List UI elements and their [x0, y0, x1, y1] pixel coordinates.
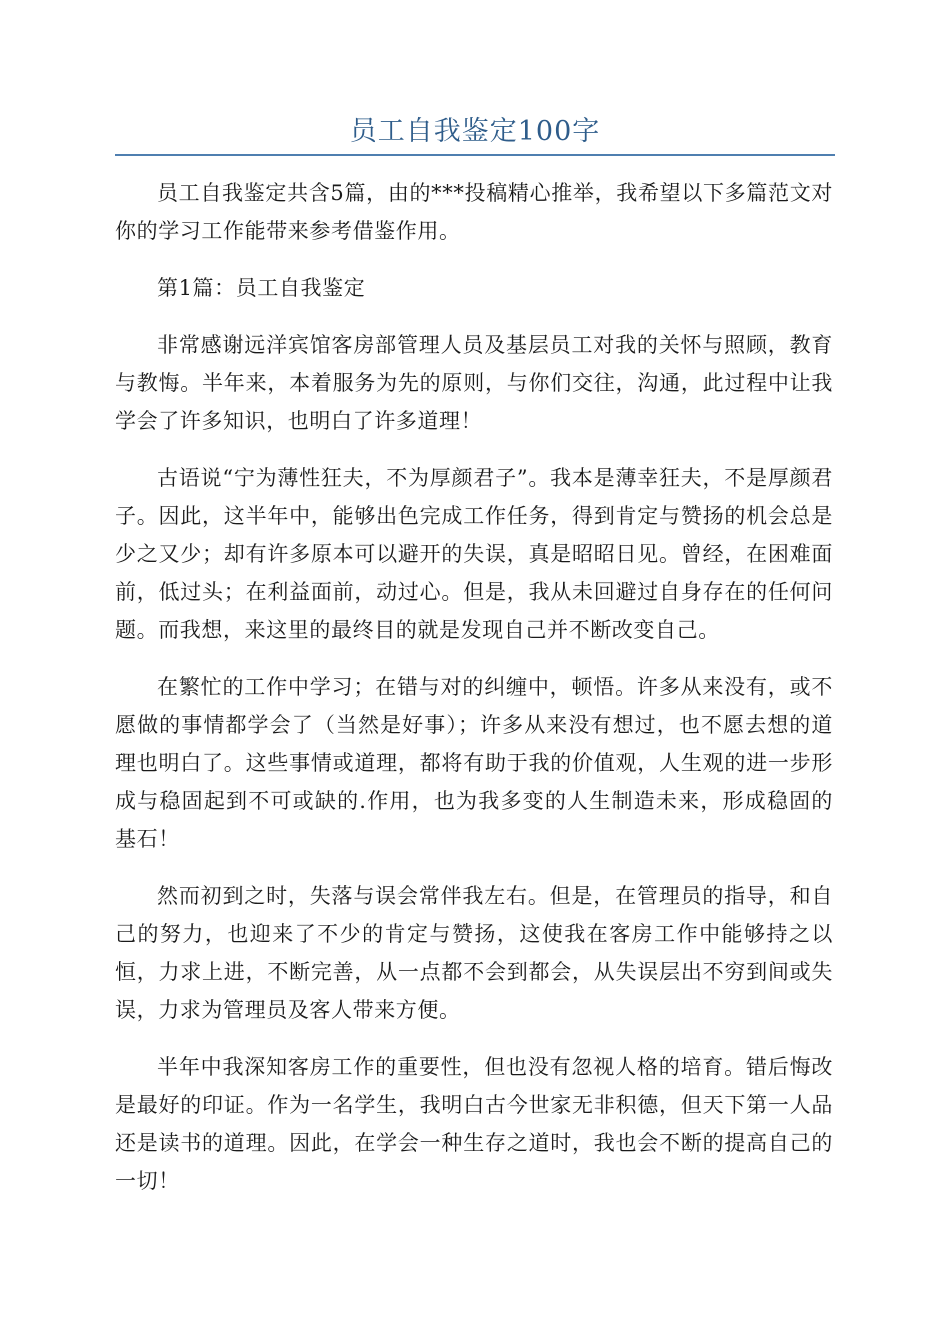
section-heading: 第1篇：员工自我鉴定	[157, 276, 366, 300]
title-underline	[115, 154, 835, 156]
document-title: 员工自我鉴定100字	[349, 116, 601, 147]
intro-paragraph: 员工自我鉴定共含5篇，由的***投稿精心推举，我希望以下多篇范文对你的学习工作能带来参考借鉴作用。	[115, 181, 833, 243]
document-body	[115, 174, 833, 1219]
body-paragraph: 然而初到之时，失落与误会常伴我左右。但是，在管理员的指导，和自己的努力，也迎来了不少的肯定与赞扬，这使我在客房工作中能够持之以恒，力求上进，不断完善，从一点都不会到都会，从失误层出不穷到间或失误，力求为管理员及客人带来方便。	[115, 884, 833, 1022]
body-paragraph: 古语说“宁为薄性狂夫，不为厚颜君子”。我本是薄幸狂夫，不是厚颜君子。因此，这半年中，能够出色完成工作任务，得到肯定与赞扬的机会总是少之又少；却有许多原本可以避开的失误，真是昭昭日见。曾经，在困难面前，低过头；在利益面前，动过心。但是，我从未回避过自身存在的任何问题。而我想，来这里的最终目的就是发现自己并不断改变自己。	[115, 466, 833, 642]
body-paragraph: 在繁忙的工作中学习；在错与对的纠缠中，顿悟。许多从来没有，或不愿做的事情都学会了（当然是好事）；许多从来没有想过，也不愿去想的道理也明白了。这些事情或道理，都将有助于我的价值观，人生观的进一步形成与稳固起到不可或缺的.作用，也为我多变的人生制造未来，形成稳固的基石！	[115, 675, 833, 851]
body-paragraph: 非常感谢远洋宾馆客房部管理人员及基层员工对我的关怀与照顾，教育与教悔。半年来，本着服务为先的原则，与你们交往，沟通，此过程中让我学会了许多知识，也明白了许多道理！	[115, 333, 833, 433]
body-paragraph: 半年中我深知客房工作的重要性，但也没有忽视人格的培育。错后悔改是最好的印证。作为一名学生，我明白古今世家无非积德，但天下第一人品还是读书的道理。因此，在学会一种生存之道时，我也会不断的提高自己的一切！	[115, 1055, 833, 1193]
